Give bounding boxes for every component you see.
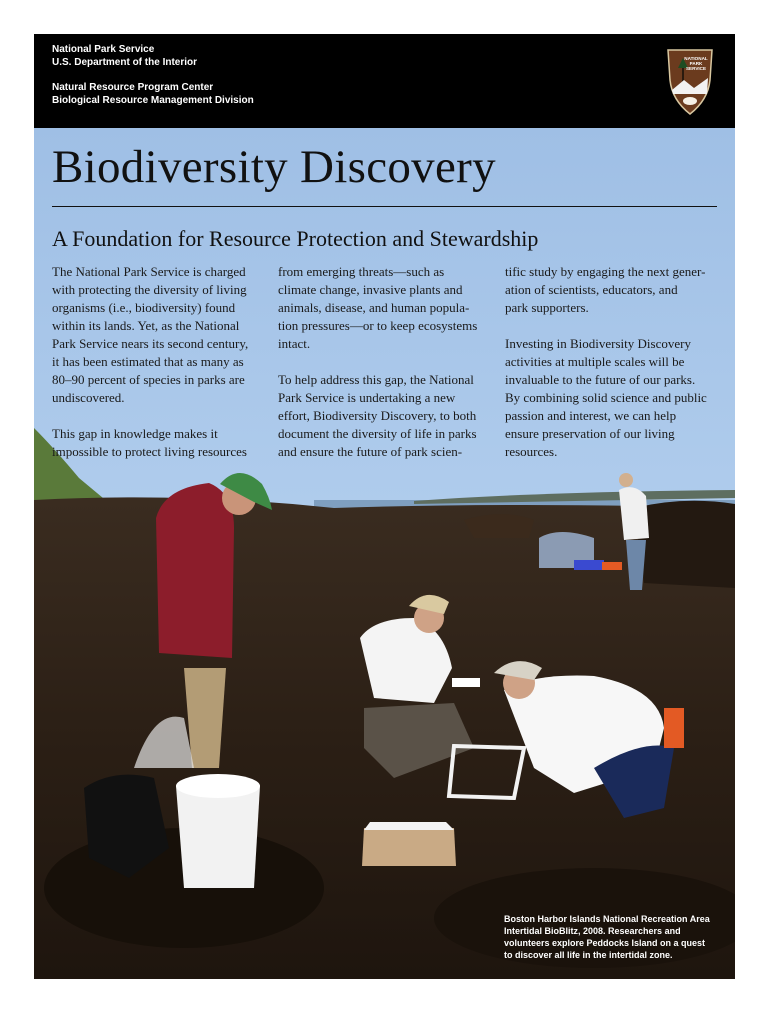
brochure-page xyxy=(34,34,735,979)
caption-line: volunteers explore Peddocks Island on a quest xyxy=(504,938,706,948)
badge-text-2: PARK xyxy=(689,61,703,66)
photo-caption xyxy=(504,913,714,961)
text-line: To help address this gap, the National xyxy=(278,372,474,387)
body-column-3 xyxy=(505,263,720,461)
text-line: Park Service nears its second century, xyxy=(52,336,249,351)
paragraph xyxy=(505,335,720,461)
text-line: tion pressures—or to keep ecosystems xyxy=(278,318,478,333)
text-line: park supporters. xyxy=(505,300,589,315)
paragraph xyxy=(52,425,267,461)
bucket xyxy=(176,774,260,888)
division-name: Biological Resource Management Division xyxy=(52,95,254,106)
text-line: ation of scientists, educators, and xyxy=(505,282,678,297)
text-line: Investing in Biodiversity Discovery xyxy=(505,336,691,351)
text-line: The National Park Service is charged xyxy=(52,264,246,279)
specimen-box xyxy=(362,822,456,866)
paragraph xyxy=(505,263,720,317)
page-title: Biodiversity Discovery xyxy=(52,141,496,193)
body-column-2 xyxy=(278,263,493,461)
text-line: animals, disease, and human popula- xyxy=(278,300,470,315)
text-line: document the diversity of life in parks xyxy=(278,426,477,441)
caption-line: Intertidal BioBlitz, 2008. Researchers and xyxy=(504,926,681,936)
badge-text-1: NATIONAL xyxy=(684,56,708,61)
text-line: This gap in knowledge makes it xyxy=(52,426,218,441)
nps-arrowhead-icon xyxy=(664,46,716,116)
badge-text-3: SERVICE xyxy=(685,66,707,71)
text-line: from emerging threats—such as xyxy=(278,264,445,279)
caption-line: Boston Harbor Islands National Recreation Area xyxy=(504,914,710,924)
text-line: intact. xyxy=(278,336,311,351)
text-line: 80–90 percent of species in parks are xyxy=(52,372,245,387)
text-line: tific study by engaging the next gener- xyxy=(505,264,706,279)
agency-name: National Park Service xyxy=(52,44,155,55)
caption-line: to discover all life in the intertidal zone. xyxy=(504,950,673,960)
text-line: impossible to protect living resources xyxy=(52,444,247,459)
text-line: passion and interest, we can help xyxy=(505,408,677,423)
text-line: it has been estimated that as many as xyxy=(52,354,244,369)
text-line: undiscovered. xyxy=(52,390,125,405)
title-rule xyxy=(52,206,717,207)
text-line: invaluable to the future of our parks. xyxy=(505,372,696,387)
agency-block xyxy=(52,43,254,107)
paragraph xyxy=(278,371,493,461)
text-line: organisms (i.e., biodiversity) found xyxy=(52,300,236,315)
text-line: and ensure the future of park scien- xyxy=(278,444,463,459)
page-subtitle: A Foundation for Resource Protection and Stewardship xyxy=(52,226,539,251)
body-column-1 xyxy=(52,263,267,461)
text-line: ensure preservation of our living xyxy=(505,426,675,441)
paragraph xyxy=(52,263,267,407)
text-line: Park Service is undertaking a new xyxy=(278,390,456,405)
department-name: U.S. Department of the Interior xyxy=(52,57,198,68)
text-line: with protecting the diversity of living xyxy=(52,282,247,297)
text-line: climate change, invasive plants and xyxy=(278,282,463,297)
paragraph xyxy=(278,263,493,353)
program-center: Natural Resource Program Center xyxy=(52,82,214,93)
text-line: effort, Biodiversity Discovery, to both xyxy=(278,408,477,423)
text-line: within its lands. Yet, as the National xyxy=(52,318,240,333)
text-line: activities at multiple scales will be xyxy=(505,354,685,369)
text-line: By combining solid science and public xyxy=(505,390,707,405)
header-bar xyxy=(34,34,735,128)
intertidal-photo xyxy=(34,128,735,979)
text-line: resources. xyxy=(505,444,558,459)
